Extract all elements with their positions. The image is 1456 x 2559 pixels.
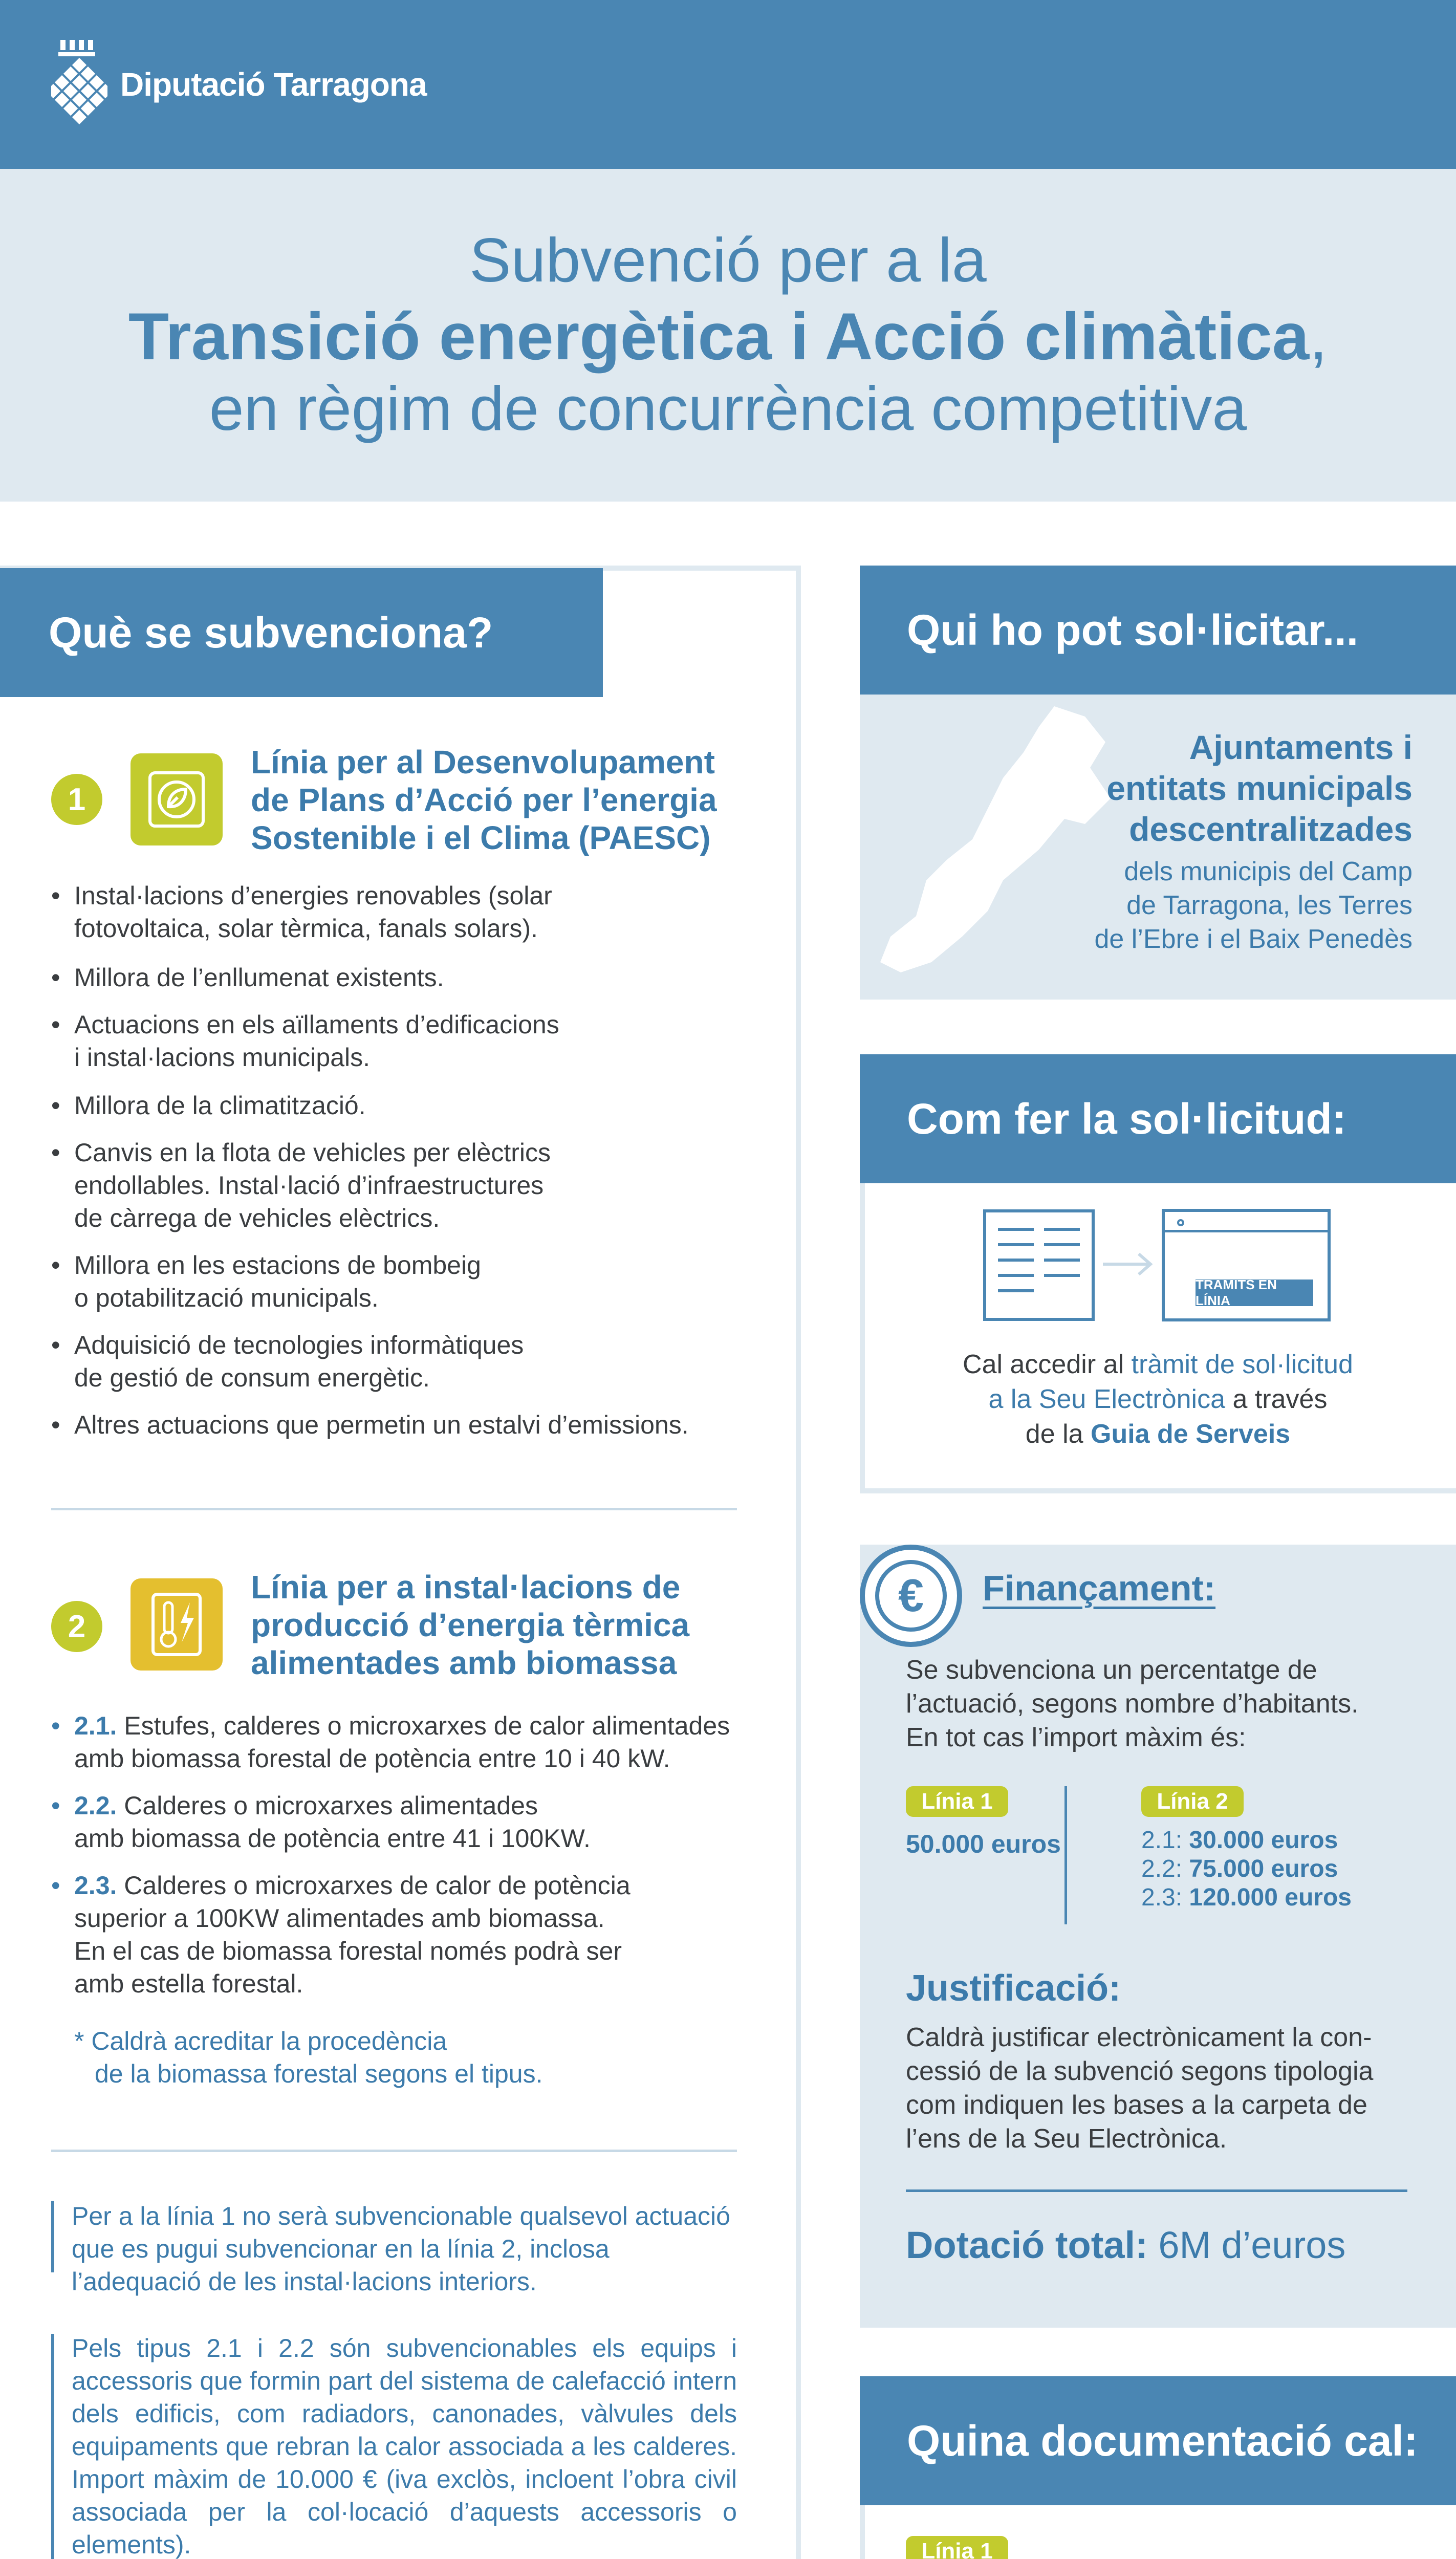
title-line-3: en règim de concurrència competitiva xyxy=(209,374,1247,443)
leaf-energy-icon xyxy=(146,769,207,830)
com-heading: Com fer la sol·licitud: xyxy=(860,1054,1456,1183)
line-2-number: 2 xyxy=(51,1601,102,1652)
seu-link[interactable]: a la Seu Electrònica xyxy=(988,1384,1226,1414)
docs-heading: Quina documentació cal: xyxy=(860,2376,1456,2505)
window-dot xyxy=(1177,1219,1184,1226)
line-2-item: • 2.3. Calderes o microxarxes de calor de potència superior a 100KW alimentades amb biomassa. En el cas de biomassa forestal només podrà ser amb estella forestal. xyxy=(51,1869,778,2000)
line-1-item: • Millora en les estacions de bombeig o potabilització municipals. xyxy=(51,1249,768,1314)
org-name: Diputació Tarragona xyxy=(120,66,427,103)
line-1-item: • Altres actuacions que permetin un estalvi d’emissions. xyxy=(51,1408,778,1441)
euro-symbol: € xyxy=(875,1560,947,1632)
note-bar xyxy=(51,2201,54,2272)
guia-link[interactable]: Guia de Serveis xyxy=(1091,1419,1291,1449)
note-bar xyxy=(51,2334,54,2559)
divider xyxy=(51,1508,737,1510)
line-2-icon-box xyxy=(131,1578,223,1671)
line-1-item: • Instal·lacions d’energies renovables (solar fotovoltaica, solar tèrmica, fanals solars). xyxy=(51,879,768,945)
window-titlebar xyxy=(1165,1212,1328,1232)
note-types: Pels tipus 2.1 i 2.2 són subvencionables els equips i accessoris que formin part del sistema de calefacció intern dels edificis, com radiadors, canonades, vàlvules dels equipaments que rebran la calor associada a les calderes. Import màxim de 10.000 € (iva exclòs, incloent l’obra civil associada per la col·locació d’aquests accessoris o elements). xyxy=(72,2334,737,2559)
line-2-title: Línia per a instal·lacions de producció d’energia tèrmica alimentades amb biomassa xyxy=(251,1569,690,1681)
divider xyxy=(51,2150,737,2152)
finan-linia-1-pill: Línia 1 xyxy=(906,1786,1008,1817)
just-heading: Justificació: xyxy=(906,1968,1121,2009)
qui-heading: Qui ho pot sol·licitar... xyxy=(860,566,1456,695)
divider xyxy=(906,2189,1407,2192)
thermometer-bolt-icon xyxy=(146,1591,207,1658)
finan-linia-2-pill: Línia 2 xyxy=(1141,1786,1244,1817)
tramits-button[interactable]: TRÀMITS EN LÍNIA xyxy=(1196,1280,1313,1306)
finan-text: Se subvenciona un percentatge de l’actuació, segons nombre d’habitants. En tot cas l’import màxim és: xyxy=(906,1655,1359,1752)
title-line-1: Subvenció per a la xyxy=(469,225,987,295)
line-1-icon-box xyxy=(131,753,223,845)
finan-divider xyxy=(1064,1786,1067,1924)
note-line-1: Per a la línia 1 no serà subvencionable qualsevol actuació que es pugui subvencionar en la línia 2, inclosa l’adequació de les instal·lacions interiors. xyxy=(72,2202,730,2296)
line-2-item: • 2.1. Estufes, calderes o microxarxes de calor alimentades amb biomassa forestal de potència entre 10 i 40 kW. xyxy=(51,1709,778,1775)
euro-icon xyxy=(860,1545,962,1647)
com-text: Cal accedir al tràmit de sol·licitud a la Seu Electrònica a través de la Guia de Serveis xyxy=(963,1350,1353,1449)
document-icon xyxy=(983,1209,1095,1321)
tramit-link[interactable]: tràmit de sol·licitud xyxy=(1131,1350,1353,1379)
arrow-right-icon xyxy=(1100,1249,1157,1280)
line-1-item: • Canvis en la flota de vehicles per elèctrics endollables. Instal·lació d’infraestructures de càrrega de vehicles elèctrics. xyxy=(51,1136,768,1234)
line-1-number: 1 xyxy=(51,774,102,825)
dotacio: Dotació total: 6M d’euros xyxy=(906,2224,1346,2266)
online-window xyxy=(1162,1209,1331,1321)
finan-linia-2-values: 2.1: 30.000 euros 2.2: 75.000 euros 2.3: 120.000 euros xyxy=(1141,1827,1352,1911)
line-2-item: • 2.2. Calderes o microxarxes alimentades amb biomassa de potència entre 41 i 100KW. xyxy=(51,1789,778,1855)
finan-heading: Finançament: xyxy=(983,1568,1216,1608)
diputacio-logo-icon xyxy=(51,40,107,132)
just-text: Caldrà justificar electrònicament la con- cessió de la subvenció segons tipologia com indiquen les bases a la carpeta de l’ens de la Seu Electrònica. xyxy=(906,2023,1374,2154)
docs-linia-1-pill: Línia 1 xyxy=(906,2536,1008,2559)
line-1-item: • Millora de l’enllumenat existents. xyxy=(51,961,768,994)
line-1-item: • Millora de la climatització. xyxy=(51,1089,768,1122)
line-1-title: Línia per al Desenvolupament de Plans d’Acció per l’energia Sostenible i el Clima (PAESC) xyxy=(251,744,717,856)
top-bar xyxy=(0,0,1456,169)
line-2-note: * Caldrà acreditar la procedència de la biomassa forestal segons el tipus. xyxy=(74,2027,543,2088)
qui-territories: dels municipis del Camp de Tarragona, les Terres de l’Ebre i el Baix Penedès xyxy=(1094,857,1412,954)
line-1-item: • Adquisició de tecnologies informàtiques de gestió de consum energètic. xyxy=(51,1329,768,1394)
line-1-item: • Actuacions en els aïllaments d’edificacions i instal·lacions municipals. xyxy=(51,1008,768,1074)
title-band xyxy=(0,169,1456,502)
title-line-2: Transició energètica i Acció climàtica, xyxy=(128,299,1328,374)
finan-linia-1-value: 50.000 euros xyxy=(906,1830,1061,1858)
qui-entities: Ajuntaments i entitats municipals descentralitzades xyxy=(1106,728,1412,848)
que-heading: Què se subvenciona? xyxy=(0,568,603,697)
